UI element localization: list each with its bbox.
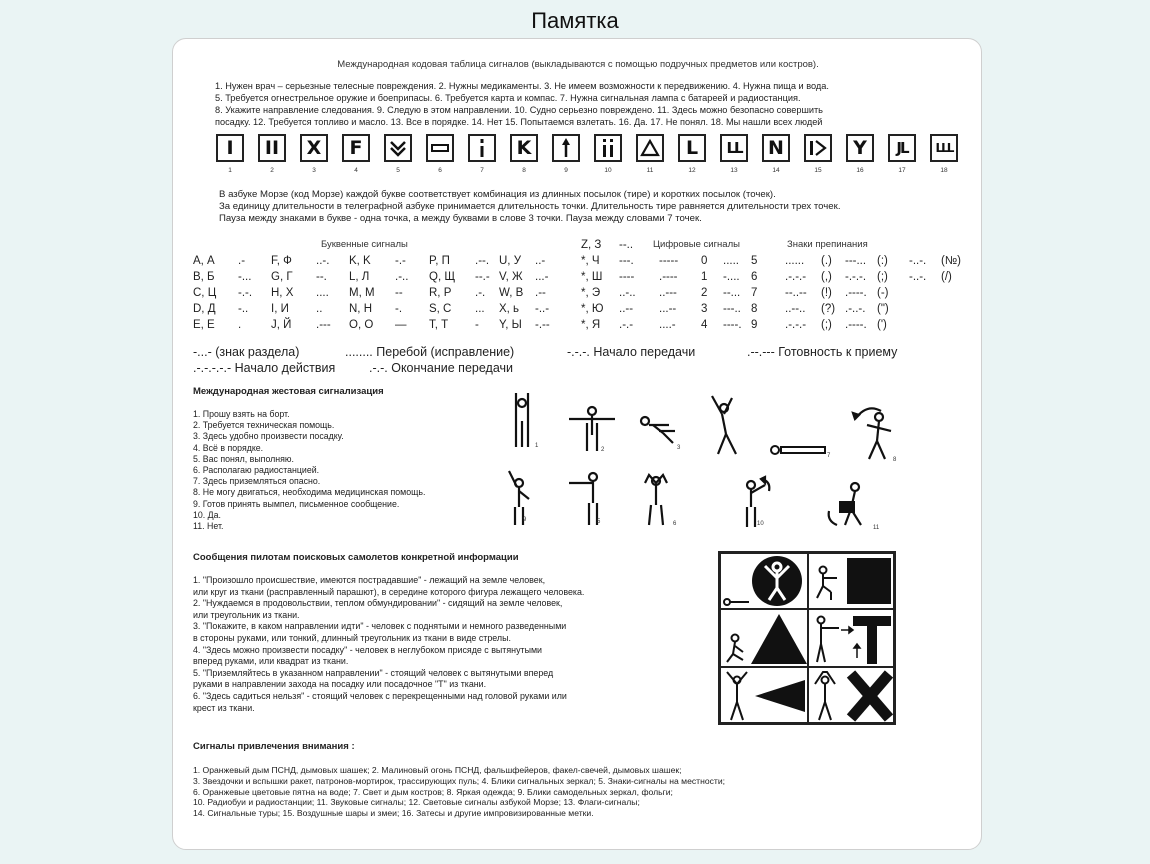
morse-letter: L, Л bbox=[349, 271, 370, 283]
morse-code: .---- bbox=[659, 271, 678, 283]
morse-code: .-.-.- bbox=[785, 271, 807, 283]
morse-code: ..--.. bbox=[785, 303, 806, 315]
gestures-title: Международная жестовая сигнализация bbox=[193, 386, 384, 397]
morse-code: -.-- bbox=[535, 319, 550, 331]
list-item: 8. Не могу двигаться, необходима медицинская помощь. bbox=[193, 487, 426, 498]
control-signal: ........ Перебой (исправление) bbox=[345, 345, 515, 359]
morse-letter: S, С bbox=[429, 303, 452, 315]
morse-digit: 9 bbox=[751, 319, 758, 331]
morse-code: --..-- bbox=[785, 287, 807, 299]
list-item: 14. Сигнальные туры; 15. Воздушные шары и змеи; 16. Затесы и другие импровизированные метки. bbox=[193, 808, 594, 819]
morse-letter: В, Б bbox=[193, 271, 215, 283]
list-item: 10. Радиобуи и радиостанции; 11. Звуковые сигналы; 12. Световые сигналы азбукой Морзе; 13. Флаги-сигналы; bbox=[193, 797, 640, 808]
signal-num: 4 bbox=[354, 167, 358, 174]
gesture-figure-3 bbox=[639, 415, 679, 454]
morse-letter: *, Э bbox=[581, 287, 601, 299]
gesture-figure-2 bbox=[567, 405, 617, 458]
morse-code: ---. bbox=[619, 255, 634, 267]
t-signal-cell bbox=[808, 609, 894, 667]
morse-letter: J, Й bbox=[271, 319, 292, 331]
signal-num: 7 bbox=[480, 167, 484, 174]
morse-code: --. bbox=[316, 271, 327, 283]
list-item: 3. Звездочки и вспышки ракет, патронов-мортирок, трассирующих пуль; 4. Блики сигнальных зеркал; 5. Знаки-сигналы на местности; bbox=[193, 775, 726, 786]
dotted-double-bar-icon bbox=[594, 134, 622, 162]
morse-digit: 6 bbox=[751, 271, 758, 283]
morse-digit: 2 bbox=[701, 287, 708, 299]
morse-punct: (:) bbox=[877, 255, 888, 267]
triangle-icon bbox=[636, 134, 664, 162]
list-item: 7. Здесь приземляться опасно. bbox=[193, 476, 321, 487]
morse-code: ...... bbox=[785, 255, 805, 267]
morse-letter: H, Х bbox=[271, 287, 294, 299]
morse-letter: I, И bbox=[271, 303, 289, 315]
signal-num: 17 bbox=[898, 167, 906, 174]
list-item: или треугольник из ткани. bbox=[193, 609, 300, 620]
gesture-figure-1 bbox=[508, 391, 538, 456]
morse-punct: (/) bbox=[941, 271, 952, 283]
arrow-up-icon bbox=[552, 134, 580, 162]
morse-code: ----. bbox=[723, 319, 742, 331]
morse-code: .-.. bbox=[395, 271, 409, 283]
morse-letter: Е, Е bbox=[193, 319, 215, 331]
pilot-signals-panel bbox=[718, 551, 896, 725]
list-item: 1. Прошу взять на борт. bbox=[193, 409, 290, 419]
figure-num: 5 bbox=[597, 519, 601, 525]
gestures-list bbox=[193, 409, 425, 532]
gesture-figure-8 bbox=[849, 403, 899, 466]
signal-symbol-4: F bbox=[342, 134, 370, 162]
signal-num: 15 bbox=[814, 167, 822, 174]
signal-num: 2 bbox=[270, 167, 274, 174]
morse-letter: P, П bbox=[429, 255, 450, 267]
cross-signal-cell bbox=[808, 667, 894, 723]
signal-num: 13 bbox=[730, 167, 738, 174]
morse-code: .-.-.- bbox=[785, 319, 807, 331]
gesture-figure-9 bbox=[505, 467, 539, 532]
morse-letter: W, В bbox=[499, 287, 524, 299]
morse-code: ..-- bbox=[619, 303, 634, 315]
list-item: 1. Оранжевый дым ПСНД, дымовых шашек; 2. Малиновый огонь ПСНД, фальшфейеров, факел-свечей, дымовых шашек; bbox=[193, 765, 682, 775]
morse-code: ..... bbox=[723, 255, 739, 267]
morse-code: .-- bbox=[535, 287, 546, 299]
signal-num: 14 bbox=[772, 167, 780, 174]
signal-num: 1 bbox=[228, 167, 232, 174]
morse-intro-line: В азбуке Морзе (код Морзе) каждой букве соответствует комбинация из длинных посылок (тире) и коротких посылок (точек). bbox=[219, 189, 776, 200]
slide-title: Памятка bbox=[531, 8, 619, 33]
memo-document bbox=[172, 38, 982, 850]
morse-letter: *, Ш bbox=[581, 271, 603, 283]
list-item: 4. "Здесь можно произвести посадку" - человек в неглубоком присяде с вытянутыми bbox=[193, 644, 543, 655]
signal-symbol-3: X bbox=[300, 134, 328, 162]
signal-num: 16 bbox=[856, 167, 864, 174]
pilots-title: Сообщения пилотам поисковых самолетов конкретной информации bbox=[193, 552, 519, 563]
morse-code: ..--- bbox=[659, 287, 677, 299]
morse-code: -.. bbox=[238, 303, 249, 315]
morse-code: --... bbox=[723, 287, 741, 299]
list-item: 3. "Покажите, в каком направлении идти" - человек с поднятыми и немного разведенными bbox=[193, 621, 567, 632]
morse-code: -... bbox=[238, 271, 252, 283]
morse-punct: (,) bbox=[821, 271, 832, 283]
signal-symbol-2: II bbox=[258, 134, 286, 162]
morse-code: -..- bbox=[535, 303, 550, 315]
signal-symbol-13: LL bbox=[720, 134, 748, 162]
list-item: 2. "Нуждаемся в продовольствии, теплом обмундировании" - сидящий на земле человек, bbox=[193, 598, 563, 609]
morse-digit: 4 bbox=[701, 319, 708, 331]
list-item: 3. Здесь удобно произвести посадку. bbox=[193, 431, 344, 442]
morse-code: ...-- bbox=[659, 303, 677, 315]
list-item: 4. Всё в порядке. bbox=[193, 442, 264, 453]
list-item: 5. Вас понял, выполняю. bbox=[193, 453, 294, 464]
code-table-text bbox=[215, 80, 955, 128]
morse-code: ---... bbox=[845, 255, 867, 267]
figure-num: 2 bbox=[601, 447, 605, 453]
figure-num: 6 bbox=[673, 521, 677, 527]
signal-symbol-8: K bbox=[510, 134, 538, 162]
triangle-signal-cell bbox=[720, 609, 808, 667]
code-table-line: 1. Нужен врач – серьезные телесные повреждения. 2. Нужны медикаменты. 3. Не имеем возможности к передвижению. 4. Нужна пища и вода. bbox=[215, 81, 829, 91]
morse-letter: *, Ю bbox=[581, 303, 604, 315]
morse-letter: Q, Щ bbox=[429, 271, 456, 283]
control-signal: .-.-. Окончание передачи bbox=[369, 361, 513, 375]
morse-letter: D, Д bbox=[193, 303, 216, 315]
morse-letter: Y, Ы bbox=[499, 319, 522, 331]
morse-code: ....- bbox=[659, 319, 676, 331]
morse-letter: О, О bbox=[349, 319, 374, 331]
morse-code: ... bbox=[475, 303, 485, 315]
morse-letter: V, Ж bbox=[499, 271, 523, 283]
control-signal: -...- (знак раздела) bbox=[193, 345, 300, 359]
figure-num: 10 bbox=[757, 521, 764, 527]
morse-letter: Т, Т bbox=[429, 319, 449, 331]
list-item: в стороны руками, или тонкий, длинный треугольник из ткани в виде стрелы. bbox=[193, 632, 511, 643]
morse-code: -.-. bbox=[238, 287, 253, 299]
signal-num: 9 bbox=[564, 167, 568, 174]
morse-code: -.-.-. bbox=[845, 271, 867, 283]
list-item: вперед руками, или квадрат из ткани. bbox=[193, 656, 349, 667]
morse-code: .- bbox=[238, 255, 246, 267]
morse-code: .--- bbox=[316, 319, 331, 331]
morse-punct: (') bbox=[877, 319, 887, 331]
morse-digit: 1 bbox=[701, 271, 708, 283]
figure-num: 7 bbox=[827, 453, 831, 459]
morse-punct: (-) bbox=[877, 287, 889, 299]
code-table-line: 5. Требуется огнестрельное оружие и боеприпасы. 6. Требуется карта и компас. 7. Нужна сигнальная лампа с батареей и радиостанция. bbox=[215, 93, 801, 103]
morse-letter: U, У bbox=[499, 255, 522, 267]
morse-letter: R, Р bbox=[429, 287, 452, 299]
list-item: 6. Располагаю радиостанцией. bbox=[193, 465, 320, 476]
morse-letter: Z, З bbox=[581, 239, 602, 251]
chevron-down-double-icon bbox=[384, 134, 412, 162]
signal-symbol-17: JL bbox=[888, 134, 916, 162]
list-item: 6. "Здесь садиться нельзя" - стоящий человек с перекрещенными над головой руками или bbox=[193, 690, 567, 701]
control-signal: .-.-.-.-.- Начало действия bbox=[193, 361, 336, 375]
morse-code: ----- bbox=[659, 255, 679, 267]
digits-header: Цифровые сигналы bbox=[653, 239, 740, 250]
signal-num: 11 bbox=[646, 167, 654, 174]
morse-code: --.. bbox=[619, 239, 634, 251]
morse-intro-line: За единицу длительности в телеграфной азбуке принимается длительность точки. Длительность тире равняется длительности трех точек. bbox=[219, 201, 841, 212]
morse-punct: (") bbox=[877, 303, 889, 315]
dot-line-icon bbox=[468, 134, 496, 162]
bar-triangle-icon bbox=[804, 134, 832, 162]
injured-signal-cell bbox=[720, 553, 808, 609]
signal-num: 6 bbox=[438, 167, 442, 174]
morse-punct: (;) bbox=[877, 271, 888, 283]
list-item: 6. Оранжевые цветовые пятна на воде; 7. Свет и дым костров; 8. Яркая одежда; 9. Блики самодельных зеркал, фольги; bbox=[193, 786, 673, 797]
morse-punct: (?) bbox=[821, 303, 836, 315]
morse-letter: F, Ф bbox=[271, 255, 292, 267]
attention-title: Сигналы привлечения внимания : bbox=[193, 741, 355, 752]
morse-punct: (!) bbox=[821, 287, 832, 299]
gesture-figure-11 bbox=[825, 481, 875, 534]
square-signal-cell bbox=[808, 553, 894, 609]
morse-digit: 3 bbox=[701, 303, 708, 315]
morse-code: ..-.. bbox=[619, 287, 636, 299]
morse-intro-line: Пауза между знаками в букве - одна точка, а между буквами в слове 3 точки. Пауза между словами 7 точек. bbox=[219, 213, 702, 224]
morse-code: .----. bbox=[845, 287, 867, 299]
morse-letter: *, Ч bbox=[581, 255, 600, 267]
letters-header: Буквенные сигналы bbox=[321, 239, 408, 250]
morse-punct: (;) bbox=[821, 319, 832, 331]
signal-num: 12 bbox=[688, 167, 696, 174]
morse-code: ---- bbox=[619, 271, 635, 283]
morse-letter: N, Н bbox=[349, 303, 372, 315]
figure-num: 8 bbox=[893, 457, 897, 463]
figure-num: 3 bbox=[677, 445, 681, 451]
morse-letter: G, Г bbox=[271, 271, 293, 283]
figure-num: 1 bbox=[535, 443, 539, 449]
morse-punct: (.) bbox=[821, 255, 832, 267]
list-item: 10. Да. bbox=[193, 509, 221, 520]
morse-code: -. bbox=[395, 303, 403, 315]
signal-symbols-row bbox=[216, 134, 956, 174]
morse-code: .. bbox=[316, 303, 323, 315]
morse-code: . bbox=[238, 319, 242, 331]
control-signal: .--.--- Готовность к приему bbox=[747, 345, 898, 359]
signal-num: 8 bbox=[522, 167, 526, 174]
list-item: крест из ткани. bbox=[193, 702, 255, 713]
morse-code: ...- bbox=[535, 271, 549, 283]
morse-letter: Х, ь bbox=[499, 303, 520, 315]
signal-num: 10 bbox=[604, 167, 612, 174]
list-item: 5. "Приземляйтесь в указанном направлении" - стоящий человек с вытянутыми вперед bbox=[193, 667, 554, 678]
morse-digit: 5 bbox=[751, 255, 758, 267]
signal-num: 5 bbox=[396, 167, 400, 174]
list-item: 2. Требуется техническая помощь. bbox=[193, 420, 335, 431]
morse-punct: (№) bbox=[941, 255, 961, 267]
list-item: или круг из ткани (расправленный парашют), в середине которого фигура лежащего человека. bbox=[193, 586, 585, 597]
signal-symbol-16: Y bbox=[846, 134, 874, 162]
arrow-signal-cell bbox=[720, 667, 808, 723]
morse-code: ..- bbox=[535, 255, 546, 267]
morse-digit: 0 bbox=[701, 255, 708, 267]
morse-code: .-. bbox=[475, 287, 486, 299]
morse-code: -.- bbox=[395, 255, 406, 267]
gesture-figure-5 bbox=[567, 471, 611, 532]
list-item: 1. "Произошло происшествие, имеются пострадавшие" - лежащий на земле человек, bbox=[193, 575, 546, 585]
morse-code: --.- bbox=[475, 271, 490, 283]
morse-code: .-.- bbox=[619, 319, 634, 331]
morse-code: -..-. bbox=[909, 271, 927, 283]
morse-code: .-..-. bbox=[845, 303, 866, 315]
figure-num: 9 bbox=[523, 517, 527, 523]
morse-code: - bbox=[475, 319, 479, 331]
morse-intro bbox=[219, 189, 959, 225]
figure-num: 11 bbox=[873, 525, 880, 531]
rectangle-icon bbox=[426, 134, 454, 162]
list-item: 9. Готов принять вымпел, письменное сообщение. bbox=[193, 498, 400, 509]
gesture-figure-7 bbox=[769, 443, 829, 462]
signal-symbol-14: N bbox=[762, 134, 790, 162]
signal-symbol-1: I bbox=[216, 134, 244, 162]
morse-code: ---.. bbox=[723, 303, 741, 315]
code-table-line: посадку. 12. Требуется топливо и масло. 13. Все в порядке. 14. Нет 15. Попытаемся взлетать. 16. Да. 17. Не понял. 18. Мы нашли всех людей bbox=[215, 117, 823, 127]
morse-code: .... bbox=[316, 287, 329, 299]
morse-letter: K, K bbox=[349, 255, 371, 267]
signal-num: 3 bbox=[312, 167, 316, 174]
code-table-caption: Международная кодовая таблица сигналов (выкладываются с помощью подручных предметов или костров). bbox=[337, 59, 819, 70]
morse-letter: А, А bbox=[193, 255, 215, 267]
morse-code: -- bbox=[395, 287, 403, 299]
code-table-line: 8. Укажите направление следования. 9. Следую в этом направлении. 10. Судно серьезно повреждено. 11. Здесь можно безопасно совершить bbox=[215, 105, 823, 115]
signal-num: 18 bbox=[940, 167, 948, 174]
gesture-figure-4 bbox=[708, 394, 748, 463]
signal-symbol-12: L bbox=[678, 134, 706, 162]
gesture-figure-6 bbox=[639, 473, 673, 532]
morse-letter: С, Ц bbox=[193, 287, 217, 299]
morse-letter: M, M bbox=[349, 287, 375, 299]
morse-code: -..-. bbox=[909, 255, 927, 267]
signal-symbol-18: LLL bbox=[930, 134, 958, 162]
attention-list bbox=[193, 765, 973, 819]
control-signal: -.-.-. Начало передачи bbox=[567, 345, 696, 359]
morse-code: .----. bbox=[845, 319, 867, 331]
morse-letter: *, Я bbox=[581, 319, 601, 331]
list-item: руками в направлении захода на посадку или посадочное "Т" из ткани. bbox=[193, 679, 487, 690]
pilots-list bbox=[193, 575, 584, 714]
morse-code: ..-. bbox=[316, 255, 330, 267]
morse-code: .--. bbox=[475, 255, 490, 267]
punct-header: Знаки препинания bbox=[787, 239, 868, 250]
morse-code: — bbox=[395, 319, 407, 331]
morse-digit: 8 bbox=[751, 303, 758, 315]
list-item: 11. Нет. bbox=[193, 521, 224, 532]
morse-code: -.... bbox=[723, 271, 740, 283]
morse-digit: 7 bbox=[751, 287, 758, 299]
